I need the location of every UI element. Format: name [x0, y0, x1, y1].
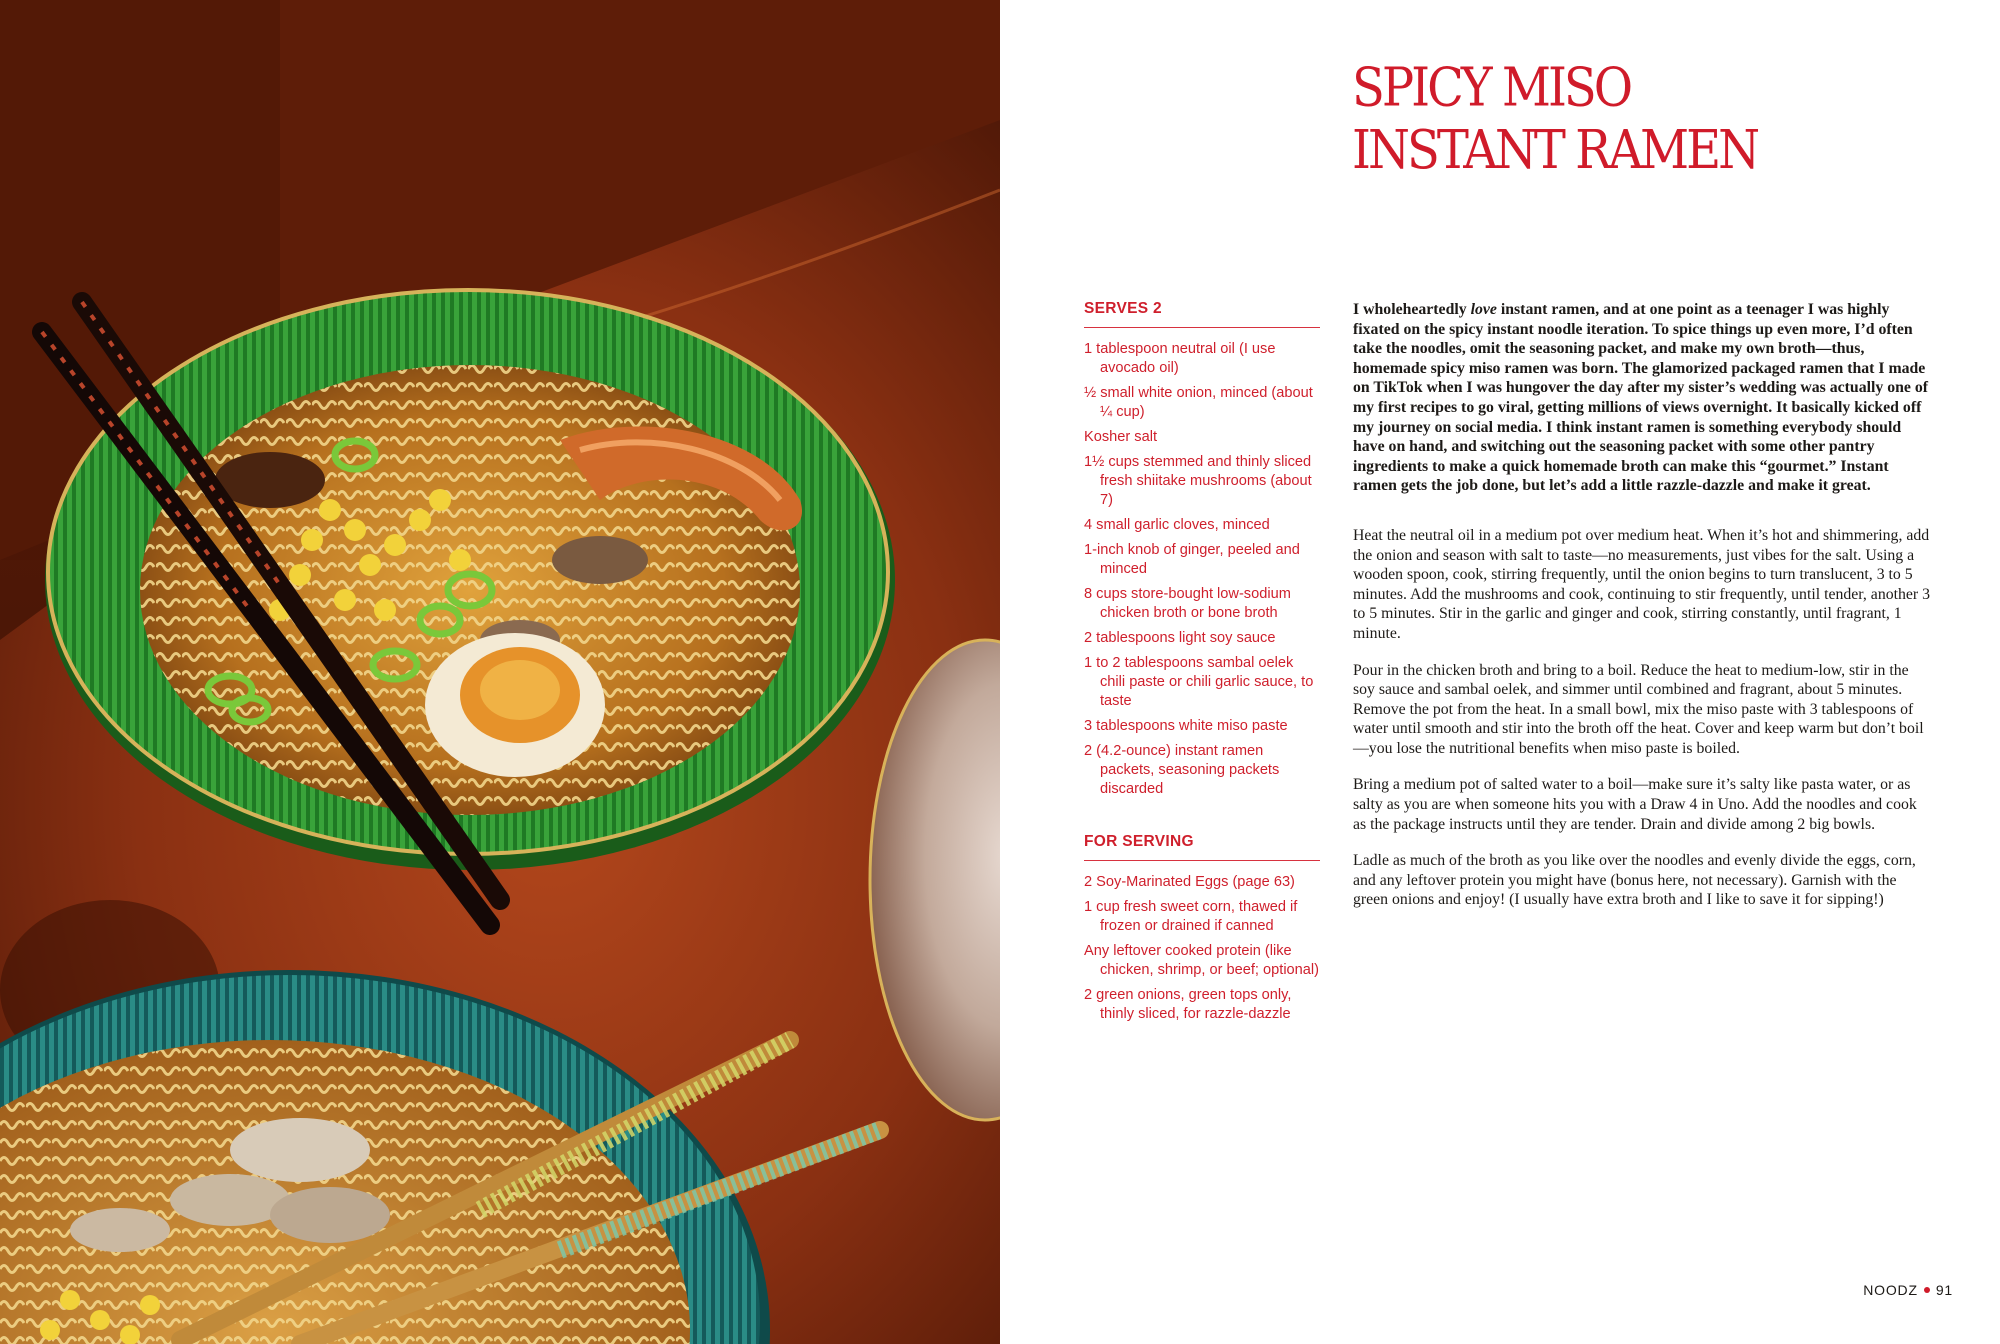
ingredient-item: 4 small garlic cloves, minced: [1084, 517, 1270, 533]
title-line-2: INSTANT RAMEN: [1352, 118, 1758, 182]
page-number: 91: [1935, 1282, 1953, 1298]
method-step: Heat the neutral oil in a medium pot over medium heat. When it’s hot and shimmering, add the onion and season with salt to taste—no measurements, just vibes for the salt. Using a wooden spoon, cook, stirring frequently, until the onion begins to turn translucent, 3 to 5 minutes. Add the mushrooms and cook, continuing to stir frequently, until tender, another 3 to 5 minutes. Stir in the garlic and ginger and cook, stirring constantly, until fragrant, 1 minute.: [1353, 526, 1931, 642]
serving-item: Any leftover cooked protein (like chicken, shrimp, or beef; optional): [1084, 943, 1320, 978]
ingredient-item: 1 to 2 tablespoons sambal oelek chili paste or chili garlic sauce, to taste: [1084, 655, 1314, 709]
ingredient-item: 2 tablespoons light soy sauce: [1084, 630, 1276, 646]
serving-list: [1084, 873, 1320, 1024]
method-step: Ladle as much of the broth as you like over the noodles and evenly divide the eggs, corn, and any leftover protein you might have (bonus here, not necessary). Garnish with the green onions and enjoy! (I usually have extra broth and I like to save it for sipping!): [1353, 852, 1916, 909]
bullet-dot-icon: [1924, 1287, 1930, 1293]
serving-item: 2 Soy-Marinated Eggs (page 63): [1084, 874, 1295, 890]
ingredient-item: Kosher salt: [1084, 429, 1158, 445]
ingredient-item: 2 (4.2-ounce) instant ramen packets, seasoning packets discarded: [1084, 743, 1280, 797]
ingredient-item: 1-inch knob of ginger, peeled and minced: [1084, 542, 1300, 577]
for-serving-heading: FOR SERVING: [1084, 833, 1320, 861]
page-footer: [1863, 1282, 1953, 1298]
headnote-text: I wholeheartedly: [1353, 301, 1471, 318]
ingredient-list: [1084, 340, 1320, 799]
headnote-text: instant ramen, and at one point as a teenager I was highly fixated on the spicy instant noodle iteration. To spice things up even more, I’d often take the noodles, omit the seasoning packet, and make my own broth—thus, homemade spicy miso ramen was born. The glamorized packaged ramen that I made on TikTok when I was hungover the day after my sister’s wedding was actually one of my first recipes to go viral, getting millions of views overnight. It basically kicked off my journey on social media. I think instant ramen is something everybody should have on hand, and switching out the seasoning packet with some other pantry ingredients to make a quick homemade broth can make this “gourmet.” Instant ramen gets the job done, but let’s add a little razzle-dazzle and make it great.: [1353, 301, 1929, 495]
ingredient-item: 1½ cups stemmed and thinly sliced fresh shiitake mushrooms (about 7): [1084, 454, 1312, 508]
headnote: [1353, 300, 1933, 496]
serves-heading: SERVES 2: [1084, 300, 1320, 328]
headnote-emphasis: love: [1470, 301, 1497, 318]
book-name: NOODZ: [1863, 1282, 1918, 1298]
serving-item: 2 green onions, green tops only, thinly sliced, for razzle-dazzle: [1084, 987, 1292, 1022]
serving-item: 1 cup fresh sweet corn, thawed if frozen or drained if canned: [1084, 899, 1298, 934]
ingredient-item: 8 cups store-bought low-sodium chicken broth or bone broth: [1084, 586, 1291, 621]
ingredients-sidebar: [1084, 300, 1320, 1030]
title-line-1: SPICY MISO: [1352, 56, 1631, 119]
method-step: Bring a medium pot of salted water to a boil—make sure it’s salty like pasta water, or as salty as you are when someone hits you with a Draw 4 in Uno. Add the noodles and cook as the package instructs until they are tender. Drain and divide among 2 big bowls.: [1353, 776, 1917, 833]
ingredient-item: 3 tablespoons white miso paste: [1084, 718, 1288, 734]
method-step: Pour in the chicken broth and bring to a boil. Reduce the heat to medium-low, stir in the soy sauce and sambal oelek, and simmer until combined and fragrant, about 5 minutes. Remove the pot from the heat. In a small bowl, mix the miso paste with 3 tablespoons of water until smooth and stir into the broth off the heat. Cover and keep warm but don’t boil—you lose the nutritional benefits when miso paste is boiled.: [1353, 661, 1924, 757]
recipe-page: [1000, 0, 2000, 1344]
recipe-body: [1353, 300, 1933, 927]
recipe-title: [1352, 56, 1757, 181]
ingredient-item: ½ small white onion, minced (about ¼ cup): [1084, 385, 1313, 420]
ingredient-item: 1 tablespoon neutral oil (I use avocado oil): [1084, 341, 1276, 376]
